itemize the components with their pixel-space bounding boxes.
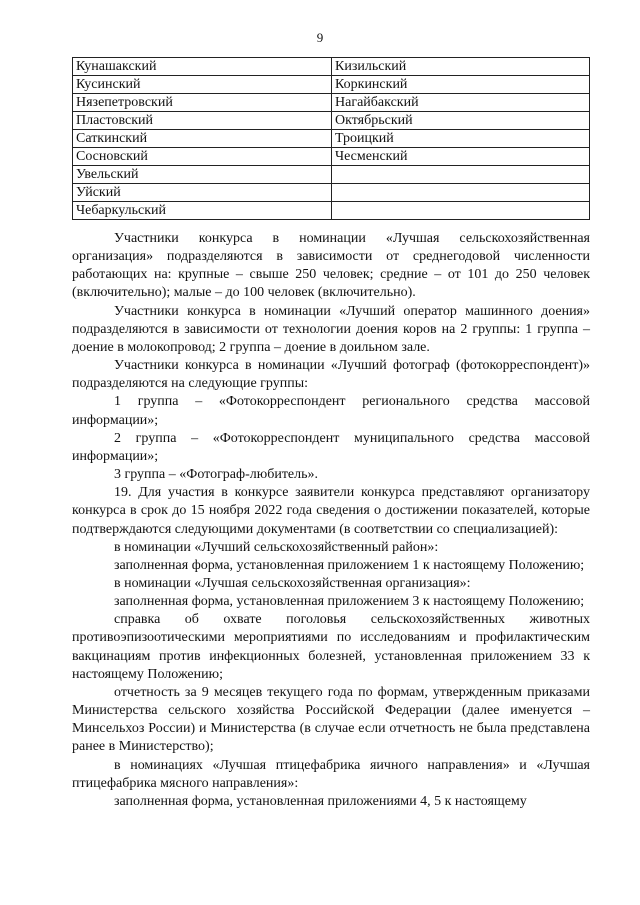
table-cell: Кунашакский — [73, 58, 332, 76]
paragraph: заполненная форма, установленная приложениями 4, 5 к настоящему — [114, 793, 527, 809]
table-row — [73, 202, 590, 220]
table-cell: Коркинский — [332, 76, 590, 94]
table-cell: Чебаркульский — [73, 202, 332, 220]
table-cell: Октябрьский — [332, 112, 590, 130]
table-cell — [332, 184, 590, 202]
table-cell: Кусинский — [73, 76, 332, 94]
paragraph: 19. Для участия в конкурсе заявители конкурса представляют организатору конкурса в срок до 15 ноября 2022 года сведения о достижении показателей, которые подтверждаются следующими документами (в соответствии со специализацией): — [72, 485, 590, 537]
table-cell: Нязепетровский — [73, 94, 332, 112]
table-cell: Чесменский — [332, 148, 590, 166]
districts-table — [72, 57, 590, 220]
table-row — [73, 76, 590, 94]
document-body — [72, 230, 590, 811]
paragraph: Участники конкурса в номинации «Лучший фотограф (фотокорреспондент)» подразделяются на следующие группы: — [72, 358, 590, 392]
paragraph: 3 группа – «Фотограф-любитель». — [114, 467, 319, 483]
table-cell — [332, 202, 590, 220]
page-number: 9 — [316, 30, 324, 45]
table-row — [73, 148, 590, 166]
paragraph: в номинации «Лучшая сельскохозяйственная организация»: — [114, 575, 471, 591]
table-row — [73, 130, 590, 148]
paragraph: в номинациях «Лучшая птицефабрика яичного направления» и «Лучшая птицефабрика мясного направления»: — [72, 757, 590, 791]
table-row — [73, 94, 590, 112]
paragraph: 1 группа – «Фотокорреспондент регионального средства массовой информации»; — [72, 394, 590, 428]
table-cell: Уйский — [73, 184, 332, 202]
table-cell: Троицкий — [332, 130, 590, 148]
table-row — [73, 112, 590, 130]
paragraph: Участники конкурса в номинации «Лучшая сельскохозяйственная организация» подразделяются в зависимости от среднегодовой численности работающих на: крупные – свыше 250 человек; средние – от 101 до 250 человек (включительно); малые – до 100 человек (включительно). — [72, 231, 590, 301]
table-row — [73, 184, 590, 202]
table-cell: Увельский — [73, 166, 332, 184]
table-cell: Кизильский — [332, 58, 590, 76]
table-cell: Сосновский — [73, 148, 332, 166]
table-cell: Нагайбакский — [332, 94, 590, 112]
paragraph: заполненная форма, установленная приложением 3 к настоящему Положению; — [114, 594, 585, 610]
table-cell: Саткинский — [73, 130, 332, 148]
paragraph: Участники конкурса в номинации «Лучший оператор машинного доения» подразделяются в зависимости от технологии доения коров на 2 группы: 1 группа – доение в молокопровод; 2 группа – доение в доильном зале. — [72, 303, 590, 355]
paragraph: заполненная форма, установленная приложением 1 к настоящему Положению; — [114, 557, 585, 573]
paragraph: отчетность за 9 месяцев текущего года по формам, утвержденным приказами Министерства сельского хозяйства Российской Федерации (далее именуется – Минсельхоз России) и Министерства (в случае если отчетность не была представлена ранее в Министерство); — [72, 684, 590, 755]
paragraph: в номинации «Лучший сельскохозяйственный район»: — [114, 539, 439, 555]
paragraph: справка об охвате поголовья сельскохозяйственных животных противоэпизоотическими мероприятиями по исследованиям и профилактическим вакцинациям против инфекционных болезней, установленная приложением 33 к настоящему Положению; — [72, 612, 590, 682]
table-cell: Пластовский — [73, 112, 332, 130]
paragraph: 2 группа – «Фотокорреспондент муниципального средства массовой информации»; — [72, 430, 590, 464]
table-row — [73, 166, 590, 184]
table-row — [73, 58, 590, 76]
table-cell — [332, 166, 590, 184]
